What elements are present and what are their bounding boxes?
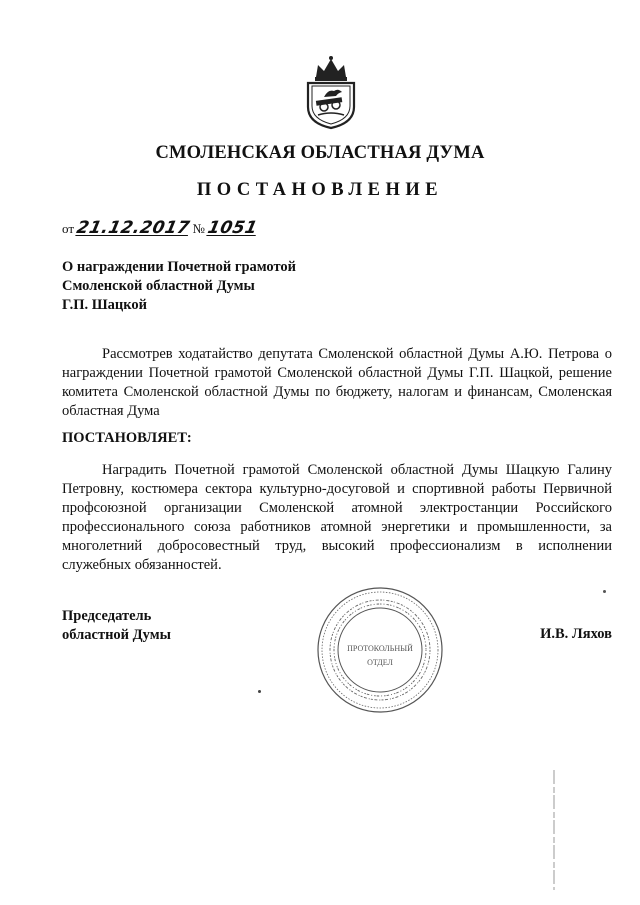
preamble-paragraph: Рассмотрев ходатайство депутата Смоленской областной Думы А.Ю. Петрова о награждении Почетной грамотой Смоленской областной Думы Г.П. Шацкой, решение комитета Смоленской областной Думы по бюджету, налогам и финансам, Смоленская областная Дума [62, 346, 612, 419]
document-type-title: ПОСТАНОВЛЕНИЕ [196, 180, 444, 200]
scan-speck [258, 690, 261, 693]
subject-line: Г.П. Шацкой [62, 297, 148, 313]
subject-line: Смоленской областной Думы [62, 278, 255, 294]
margin-mark [552, 770, 556, 890]
signer-name: И.В. Ляхов [540, 626, 612, 642]
resolution-paragraph: Наградить Почетной грамотой Смоленской областной Думы Шацкую Галину Петровну, костюмера сектора культурно-досуговой и спортивной работы Первичной профсоюзной организации Смоленской атомной электростанции Российского профессионального союза работников атомной энергетики и промышленности, за многолетний добросовестный труд, высокий профессионализм в исполнении служебных обязанностей. [62, 462, 612, 573]
smolensk-coat-of-arms-icon [298, 55, 364, 130]
date-prefix: от [62, 221, 75, 236]
stamp-inner-line: ОТДЕЛ [367, 658, 393, 667]
registration-line [62, 218, 264, 238]
organization-title: СМОЛЕНСКАЯ ОБЛАСТНАЯ ДУМА [155, 143, 485, 163]
number-prefix: № [192, 221, 205, 236]
signer-position-line: Председатель [62, 608, 152, 624]
handwritten-date: 21.12.2017 [75, 218, 192, 238]
signer-position [62, 607, 171, 645]
scan-speck [603, 590, 606, 593]
subject-line: О награждении Почетной грамотой [62, 259, 297, 275]
resolve-heading: ПОСТАНОВЛЯЕТ: [62, 430, 192, 446]
stamp-inner-line: ПРОТОКОЛЬНЫЙ [347, 644, 413, 653]
official-stamp [315, 585, 445, 715]
document-subject [62, 258, 382, 315]
signer-position-line: областной Думы [62, 627, 171, 643]
handwritten-number: 1051 [206, 218, 260, 238]
